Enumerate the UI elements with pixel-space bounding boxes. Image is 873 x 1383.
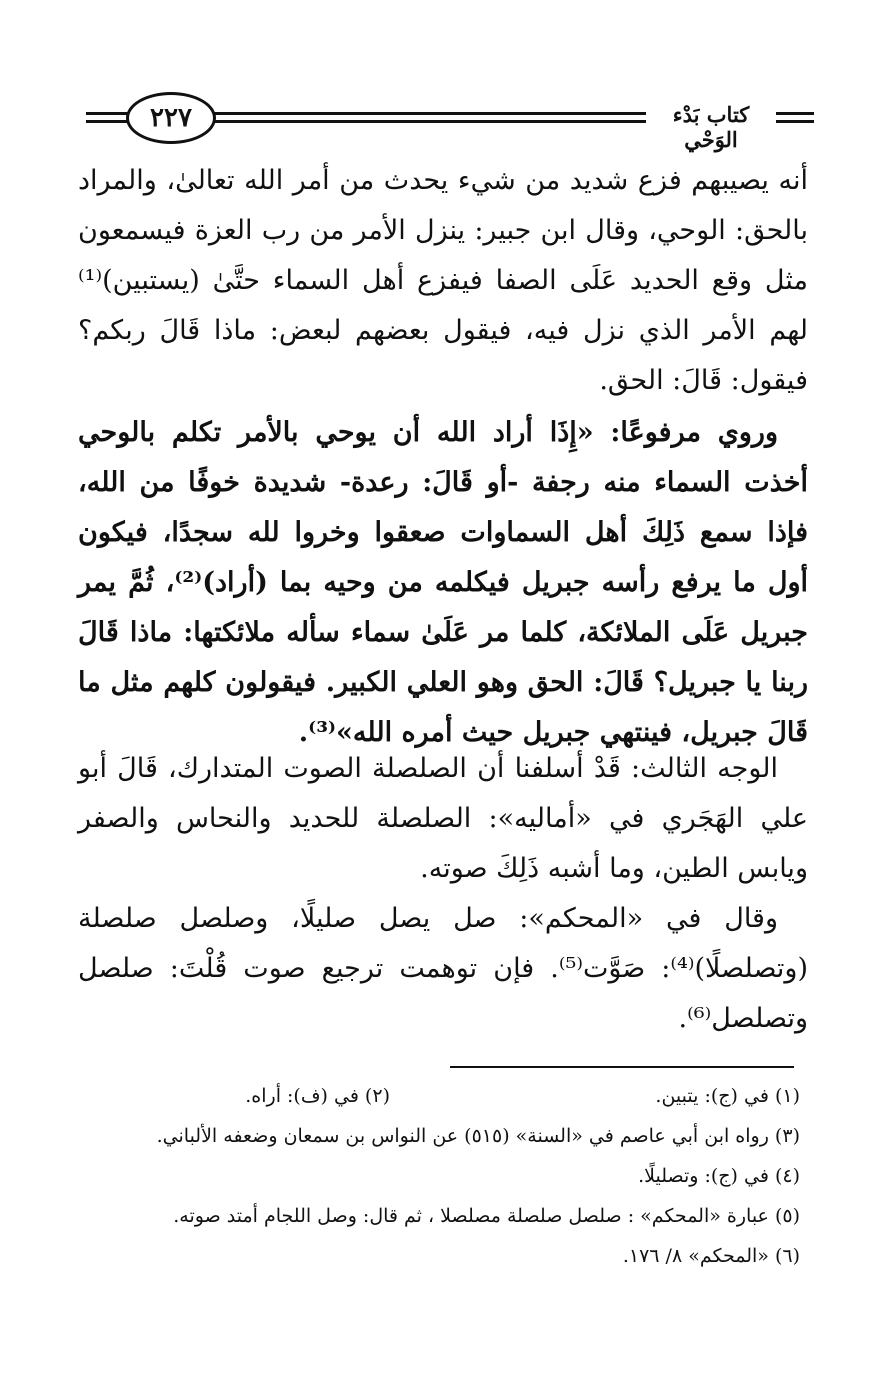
running-title: كتاب بَدْء الوَحْي [646,102,776,152]
paragraph-3 [78,744,808,894]
page-header [86,88,814,152]
header-rule [776,112,814,115]
paragraph-text: الوجه الثالث: قَدْ أسلفنا أن الصلصلة الصوت المتدارك، قَالَ أبو علي الهَجَري في «أماليه»: الصلصلة للحديد والنحاس والصفر ويابس الطين، وما أشبه ذَلِكَ صوته. [78,753,808,884]
footnote-1: (١) في (ج): يتبين. [655,1085,800,1107]
footnote-row [70,1076,800,1116]
header-rule [776,120,814,123]
paragraph-2 [78,408,808,758]
header-rule [206,120,646,123]
footnote-row [70,1116,800,1156]
footnote-5: (٥) عبارة «المحكم» : صلصل صلصلة مصلصلا ، ثم قال: وصل اللجام أمتد صوته. [173,1205,800,1227]
footnote-row [70,1196,800,1236]
footnote-row [70,1156,800,1196]
header-rule [206,112,646,115]
paragraph-text: أنه يصيبهم فزع شديد من شيء يحدث من أمر الله تعالىٰ، والمراد بالحق: الوحي، وقال ابن جبير: ينزل الأمر من رب العزة فيسمعون مثل وقع الحديد عَلَى الصفا فيفزع أهل السماء حتَّىٰ (يستبين)⁽¹⁾ لهم الأمر الذي نزل فيه، فيقول بعضهم لبعض: ماذا قَالَ ربكم؟ فيقول: قَالَ: الحق. [78,165,808,396]
page-number: ٢٢٧ [126,92,216,144]
header-rule [86,112,130,115]
footnote-2: (٢) في (ف): أراه. [245,1085,390,1107]
header-rule [86,120,130,123]
footnote-6: (٦) «المحكم» ٨/ ١٧٦. [622,1245,800,1267]
paragraph-text: وروي مرفوعًا: «إِذَا أراد الله أن يوحي بالأمر تكلم بالوحي أخذت السماء منه رجفة -أو قَالَ: رعدة- شديدة خوفًا من الله، فإذا سمع ذَلِكَ أهل السماوات صعقوا وخروا لله سجدًا، فيكون أول ما يرفع رأسه جبريل فيكلمه من وحيه بما (أراد)⁽²⁾، ثُمَّ يمر جبريل عَلَى الملائكة، كلما مر عَلَىٰ سماء سأله ملائكتها: ماذا قَالَ ربنا يا جبريل؟ قَالَ: الحق وهو العلي الكبير. فيقولون كلهم مثل ما قَالَ جبريل، فينتهي جبريل حيث أمره الله»⁽³⁾. [78,417,808,748]
footnote-4: (٤) في (ج): وتصليلًا. [638,1165,800,1187]
paragraph-1 [78,156,808,406]
paragraph-4 [78,894,808,1044]
footnote-divider [450,1066,794,1068]
footnotes [70,1076,800,1276]
paragraph-text: وقال في «المحكم»: صل يصل صليلًا، وصلصل صلصلة (وتصلصلًا)⁽⁴⁾: صَوَّت⁽⁵⁾. فإن توهمت ترجيع صوت قُلْتَ: صلصل وتصلصل⁽⁶⁾. [78,903,808,1034]
footnote-row [70,1236,800,1276]
footnote-3: (٣) رواه ابن أبي عاصم في «السنة» (٥١٥) عن النواس بن سمعان وضعفه الألباني. [156,1125,800,1147]
